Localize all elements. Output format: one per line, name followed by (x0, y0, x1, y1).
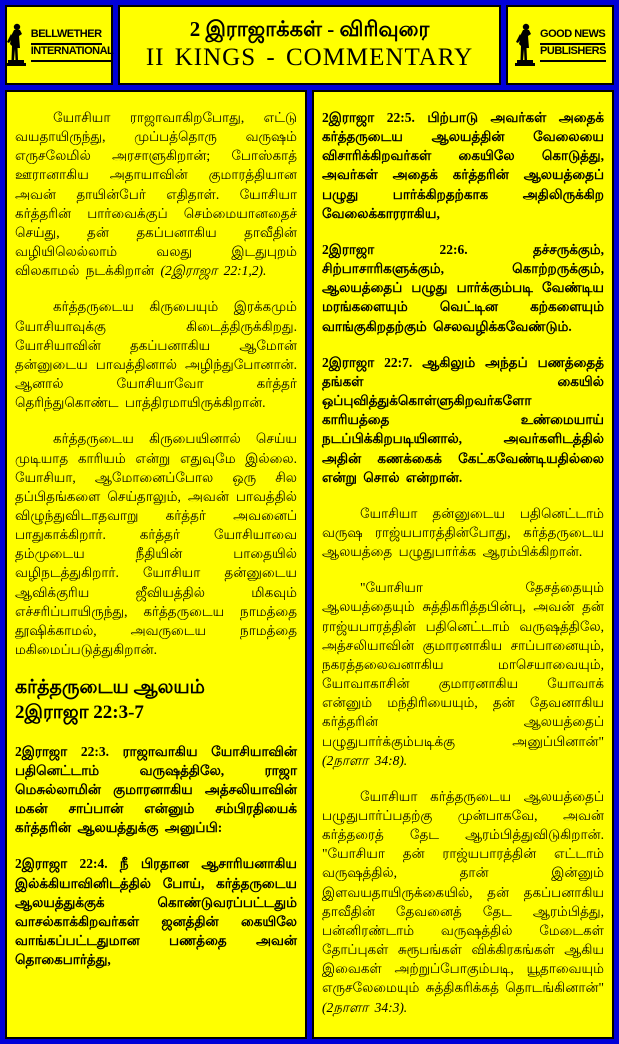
statue-figure-icon (5, 22, 27, 68)
good-news-publishers-logo (506, 5, 614, 85)
left-column (5, 90, 307, 1039)
verse-reference: (2நாளா 34:8). (322, 752, 408, 768)
verse-reference: (2இராஜா 22:1,2). (160, 263, 267, 279)
paragraph-text: யோசியா தன்னுடைய பதினெட்டாம் வருஷ ராஜ்யபாரத்தின்போது, கர்த்தருடைய ஆலயத்தை பழுதுபார்க்க ஆரம்பிக்கிறான். (322, 505, 604, 560)
section-heading-line: 2இராஜா 22:3-7 (15, 701, 144, 723)
paragraph-text: "யோசியா தேசத்தையும் ஆலயத்தையும் சுத்திகரித்தபின்பு, அவன் தன் ராஜ்யபாரத்தின் பதினெட்டாம் வருஷத்திலே, அத்சலியாவின் குமாரனாகிய சாப்பானையும், நகரத்தலைவனாகிய மாசெயாவையும், யோவாகாசின் குமாரனாகிய யோவாக் என்னும் மந்திரியையும், தன் தேவனாகிய கர்த்தரின் ஆலயத்தைப் பழுதுபார்க்கும்படிக்கு அனுப்பினான்" (322, 580, 604, 749)
scripture-verse-paragraph (322, 353, 604, 487)
logo-text (31, 28, 114, 62)
commentary-paragraph (15, 297, 297, 412)
commentary-paragraph (15, 108, 297, 280)
logo-line-1: BELLWETHER (31, 28, 102, 45)
logo-line-2: INTERNATIONAL (31, 45, 114, 62)
page-title-tamil: 2 இராஜாக்கள் - விரிவுரை (189, 17, 430, 42)
paragraph-text: 2இராஜா 22:4. நீ பிரதான ஆசாரியனாகிய இல்க்கியாவினிடத்தில் போய், கர்த்தருடைய ஆலயத்துக்குக் கொண்டுவரப்பட்டதும் வாசல்காக்கிறவர்கள் ஜனத்தின் கையிலே வாங்கப்பட்டதுமான பணத்தை அவன் தொகைபார்த்து, (15, 856, 297, 968)
section-heading-line: கர்த்தருடைய ஆலயம் (15, 677, 205, 699)
page-title-english: II KINGS - COMMENTARY (145, 44, 474, 72)
commentary-paragraph (15, 429, 297, 659)
logo-line-2: PUBLISHERS (540, 45, 606, 62)
logo-text (540, 28, 606, 62)
body-columns (5, 90, 614, 1039)
verse-reference: (2நாளா 34:3). (322, 999, 408, 1015)
paragraph-text: யோசியா ராஜாவாகிறபோது, எட்டு வயதாயிருந்து, முப்பத்தொரு வருஷம் எருசலேமில் அரசாளுகிறான்; போஸ்காத் ஊரானாகிய அதாயாவின் குமாரத்தியான அவன் தாயின்பேர் எதிதாள். யோசியா கர்த்தரின் பார்வைக்குப் செம்மையானதைச் செய்து, தன் தகப்பனாகிய தாவீதின் வழியிலெல்லாம் வலது இடதுபுறம் விலகாமல் நடக்கிறான் (15, 110, 297, 279)
paragraph-text: கர்த்தருடைய கிருபையும் இரக்கமும் யோசியாவுக்கு கிடைத்திருக்கிறது. யோசியாவின் தகப்பனாகிய ஆமோன் தன்னுடைய பாவத்தினால் அழிந்துபோனான். ஆனால் யோசியாவோ கர்த்தர் தெரிந்துகொண்ட பாத்திரமாயிருக்கிறான். (15, 299, 297, 411)
commentary-paragraph (322, 578, 604, 770)
commentary-paragraph (322, 504, 604, 561)
commentary-paragraph (322, 787, 604, 1017)
statue-figure-icon (514, 22, 536, 68)
logo-line-1: GOOD NEWS (540, 28, 605, 45)
paragraph-text: கர்த்தருடைய கிருபையினால் செய்ய முடியாத காரியம் என்று எதுவுமே இல்லை. யோசியா, ஆமோனைப்போல ஒரு சில தப்பிதங்களை செய்தாலும், அவன் பாவத்தில் விழுந்துவிடாதவாறு கர்த்தர் அவனைப் பாதுகாக்கிறார். கர்த்தர் யோசியாவை தம்முடைய நீதியின் பாதையில் வழிநடத்துகிறார். யோசியா தன்னுடைய ஆவிக்குரிய ஜீவியத்தில் மிகவும் எச்சரிப்பாயிருந்து, கர்த்தருடைய நாமத்தை தூஷிக்காமல், அவருடைய நாமத்தை மகிமைப்படுத்துகிறான். (15, 431, 297, 658)
paragraph-text: 2இராஜா 22:5. பிற்பாடு அவர்கள் அதைக் கர்த்தருடைய ஆலயத்தின் வேலையை விசாரிக்கிறவர்கள் கையிலே கொடுத்து, அவர்கள் அதைக் கர்த்தரின் ஆலயத்தைப் பழுது பார்க்கிறதற்காக அதிலிருக்கிற வேலைக்காரராகிய, (322, 110, 604, 221)
paragraph-text: 2இராஜா 22:6. தச்சருக்கும், சிற்பாசாரிகளுக்கும், கொற்றருக்கும், ஆலயத்தைப் பழுது பார்க்கும்படி வேண்டிய மரங்களையும் வெட்டின கற்களையும் வாங்குகிறதற்கும் செலவழிக்கவேண்டும். (322, 241, 604, 334)
section-heading (15, 676, 297, 725)
scripture-verse-paragraph (15, 742, 297, 838)
bellwether-international-logo (5, 5, 113, 85)
header (5, 5, 614, 85)
paragraph-text: யோசியா கர்த்தருடைய ஆலயத்தைப் பழுதுபார்ப்பதற்கு முன்பாகவே, அவன் கர்த்தரைத் தேட ஆரம்பித்துவிடுகிறான். "யோசியா தன் ராஜ்யபாரத்தின் எட்டாம் வருஷத்தில், தான் இன்னும் இளவயதாயிருக்கையில், தன் தகப்பனாகிய தாவீதின் தேவனைத் தேட ஆரம்பித்து, பன்னிரண்டாம் வருஷத்தில் மேடைகள் தோப்புகள் சுரூபங்கள் விக்கிரகங்கள் ஆகிய இவைகள் அற்றுப்போகும்படி, யூதாவையும் எருசலேமையும் சுத்திகரிக்கத் தொடங்கினான்" (322, 788, 604, 996)
paragraph-text: 2இராஜா 22:3. ராஜாவாகிய யோசியாவின் பதினெட்டாம் வருஷத்திலே, ராஜா மெசுல்லாமின் குமாரனாகிய அத்சலியாவின் மகன் சாப்பான் என்னும் சம்பிரதியைக் கர்த்தரின் ஆலயத்துக்கு அனுப்பி: (15, 743, 297, 836)
paragraph-text: 2இராஜா 22:7. ஆகிலும் அந்தப் பணத்தைத் தங்கள் கையில் ஒப்புவித்துக்கொள்ளுகிறவர்களோ காரியத்தை உண்மையாய் நடப்பிக்கிறபடியினால், அவர்களிடத்தில் அதின் கணக்கைக் கேட்கவேண்டியதில்லை என்று சொல் என்றான். (322, 354, 604, 485)
right-column (312, 90, 614, 1039)
scripture-verse-paragraph (322, 108, 604, 223)
scripture-verse-paragraph (15, 854, 297, 969)
scripture-verse-paragraph (322, 240, 604, 336)
title-box (118, 5, 501, 85)
